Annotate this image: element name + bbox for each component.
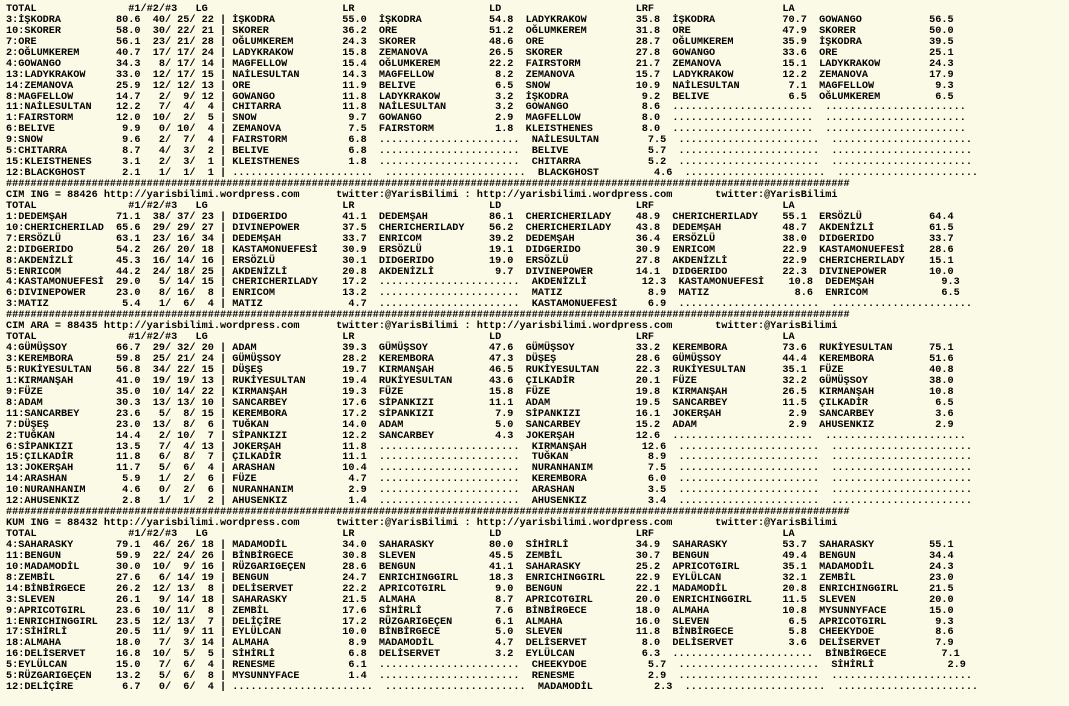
text-line: TOTAL #1/#2/#3 LG LR LD LRF LA	[6, 529, 795, 540]
text-line: 15:ÇILKADİR 11.8 6/ 8/ 7 | ÇILKADİR 11.1 ....................... TUĞKAN 8.9 ....................... .......................	[6, 452, 972, 464]
text-line: 4:SAHARASKY 79.1 46/ 26/ 18 | MADAMODİL 34.0 SAHARASKY 80.0 SİHİRLİ 34.9 SAHARASKY 53.7 SAHARASKY 55.1	[6, 539, 954, 551]
text-line: 10:SKORER 58.0 30/ 22/ 21 | SKORER 36.2 ORE 51.2 OĞLUMKEREM 31.8 ORE 47.9 SKORER 50.0	[6, 25, 954, 37]
text-line: 2:TUĞKAN 14.4 2/ 10/ 7 | SİPANKIZI 12.2 SANCARBEY 4.3 JOKERŞAH 12.6 ....................... .......................	[6, 430, 966, 442]
text-line: 3:İŞKODRA 80.6 40/ 25/ 22 | İŞKODRA 55.0 İŞKODRA 54.8 LADYKRAKOW 35.8 İŞKODRA 70.7 GOWANGO 56.5	[6, 14, 954, 26]
text-line: 1:DEDEMŞAH 71.1 38/ 37/ 23 | DIDGERIDO 41.1 DEDEMŞAH 86.1 CHERICHERILADY 48.9 CHERICHERILADY 55.1 ERSÖZLÜ 64.4	[6, 211, 954, 223]
text-line: 9:APRICOTGIRL 23.6 10/ 11/ 8 | ZEMBİL 17.6 SİHİRLİ 7.6 BİNBİRGECE 18.0 ALMAHA 10.8 MYSUNNYFACE 15.0	[6, 605, 954, 617]
text-line: 6:DIVINEPOWER 23.0 8/ 16/ 8 | ENRICOM 13.2 ....................... MATIZ 8.9 MATIZ 8.6 ENRICOM 6.5	[6, 288, 960, 300]
text-line: TOTAL #1/#2/#3 LG LR LD LRF LA	[6, 4, 795, 15]
text-line: 12:DELİÇİRE 6.7 0/ 6/ 4 | ....................... ....................... MADAMODİL 2.3 ....................... .......................	[6, 682, 979, 694]
text-line: 11:BENGUN 59.9 22/ 24/ 26 | BİNBİRGECE 30.8 SLEVEN 45.5 ZEMBİL 30.7 BENGUN 49.4 BENGUN 34.4	[6, 550, 954, 562]
text-line: 10:MADAMODİL 30.0 10/ 9/ 16 | RÜZGARIGEÇEN 28.6 BENGUN 41.1 SAHARASKY 25.2 APRICOTGIRL 35.1 MADAMODİL 24.3	[6, 561, 954, 573]
text-line: 7:ORE 56.1 23/ 21/ 28 | OĞLUMKEREM 24.3 SKORER 48.6 ORE 28.7 OĞLUMKEREM 35.9 İŞKODRA 39.5	[6, 36, 954, 48]
text-line: 11:NAİLESULTAN 12.2 7/ 4/ 4 | CHITARRA 11.8 NAİLESULTAN 3.2 GOWANGO 8.6 ....................... .......................	[6, 102, 966, 114]
text-line: 4:GOWANGO 34.3 8/ 17/ 14 | MAGFELLOW 15.4 OĞLUMKEREM 22.2 FAIRSTORM 21.7 ZEMANOVA 15.1 LADYKRAKOW 24.3	[6, 58, 954, 70]
text-line: 4:GÜMÜŞSOY 66.7 29/ 32/ 20 | ADAM 39.3 GÜMÜŞSOY 47.6 GÜMÜŞSOY 33.2 KEREMBORA 73.6 RUKİYESULTAN 75.1	[6, 343, 954, 355]
text-line: 5:RÜZGARIGEÇEN 13.2 5/ 6/ 8 | MYSUNNYFACE 1.4 ....................... RENESME 2.9 ....................... .......................	[6, 671, 972, 683]
text-line: 9:FÜZE 35.0 10/ 14/ 22 | KIRMANŞAH 19.3 FÜZE 15.8 FÜZE 19.8 KIRMANŞAH 26.5 KIRMANŞAH 10.8	[6, 386, 954, 398]
text-line: TOTAL #1/#2/#3 LG LR LD LRF LA	[6, 200, 795, 212]
text-line: 1:ENRICHINGGIRL 23.5 12/ 13/ 7 | DELİÇİRE 17.2 RÜZGARIGEÇEN 6.1 ALMAHA 16.0 SLEVEN 6.5 APRICOTGIRL 9.3	[6, 616, 954, 628]
text-line: 7:DÜŞEŞ 23.0 13/ 8/ 6 | TUĞKAN 14.0 ADAM 5.0 SANCARBEY 15.2 ADAM 2.9 AHUSENKIZ 2.9	[6, 419, 954, 431]
text-line: 3:KEREMBORA 59.8 25/ 21/ 24 | GÜMÜŞSOY 28.2 KEREMBORA 47.3 DÜŞEŞ 28.6 GÜMÜŞSOY 44.4 KEREMBORA 51.6	[6, 354, 954, 365]
text-line: 13:JOKERŞAH 11.7 5/ 6/ 4 | ARASHAN 10.4 ....................... NURANHANIM 7.5 ....................... .......................	[6, 463, 972, 475]
text-line: 8:AKDENİZLİ 45.3 16/ 14/ 16 | ERSÖZLÜ 30.1 DIDGERIDO 19.0 ERSÖZLÜ 27.8 AKDENİZLİ 22.9 CHERICHERILADY 15.1	[6, 255, 954, 267]
text-line: 14:BİNBİRGECE 26.2 12/ 13/ 8 | DELİSERVET 22.2 APRICOTGIRL 9.0 BENGUN 22.1 MADAMODİL 20.8 ENRICHINGGIRL 21.5	[6, 583, 954, 595]
text-line: CIM ARA = 88435 http://yarisbilimi.wordpress.com twitter:@YarisBilimi : http://yarisbilimi.wordpress.com twitter:@YarisBilimi	[6, 321, 838, 333]
text-line: 7:ERSÖZLÜ 63.1 23/ 16/ 34 | DEDEMŞAH 33.7 ENRICOM 39.2 DEDEMŞAH 36.4 ERSÖZLÜ 38.0 DIDGERIDO 33.7	[6, 233, 954, 245]
text-line: 9:SNOW 9.6 2/ 7/ 4 | FAIRSTORM 6.8 ....................... NAİLESULTAN 7.5 ....................... .......................	[6, 135, 972, 147]
text-line: KUM ING = 88432 http://yarisbilimi.wordpress.com twitter:@YarisBilimi : http://yarisbilimi.wordpress.com twitter:@YarisBilimi	[6, 518, 838, 530]
text-line: 2:DIDGERIDO 54.2 26/ 20/ 18 | KASTAMONUEFESİ 30.9 ERSÖZLÜ 19.1 DIDGERIDO 30.9 ENRICOM 22.9 KASTAMONUEFESİ 28.6	[6, 244, 954, 256]
text-line: 11:SANCARBEY 23.6 5/ 8/ 15 | KEREMBORA 17.2 SİPANKIZI 7.9 SİPANKIZI 16.1 JOKERŞAH 2.9 SANCARBEY 3.6	[6, 408, 954, 420]
text-line: 18:ALMAHA 18.0 7/ 3/ 14 | ALMAHA 8.9 MADAMODİL 4.7 DELİSERVET 8.0 DELİSERVET 3.6 DELİSERVET 7.9	[6, 638, 954, 650]
text-line: 13:LADYKRAKOW 33.0 12/ 17/ 15 | NAİLESULTAN 14.3 MAGFELLOW 8.2 ZEMANOVA 15.7 LADYKRAKOW 12.2 ZEMANOVA 17.9	[6, 69, 954, 81]
text-line: 6:SİPANKIZI 13.5 7/ 4/ 13 | JOKERŞAH 11.8 ....................... KIRMANŞAH 12.6 ....................... .......................	[6, 441, 972, 453]
text-line: 2:OĞLUMKEREM 40.7 17/ 17/ 24 | LADYKRAKOW 15.8 ZEMANOVA 26.5 SKORER 27.8 GOWANGO 33.6 ORE 25.1	[6, 47, 954, 59]
text-line: 5:EYLÜLCAN 15.0 7/ 6/ 4 | RENESME 6.1 ....................... CHEEKYDOE 5.7 ....................... SİHİRLİ 2.9	[6, 660, 966, 672]
text-line: 10:CHERICHERILAD 65.6 29/ 29/ 27 | DIVINEPOWER 37.5 CHERICHERILADY 56.2 CHERICHERILADY 43.8 DEDEMŞAH 48.7 AKDENİZLİ 61.5	[6, 222, 954, 234]
text-line: 6:BELIVE 9.9 0/ 10/ 4 | ZEMANOVA 7.5 FAIRSTORM 1.8 KLEISTHENES 8.0 ....................... .......................	[6, 124, 966, 136]
text-line: ##########################################################################################################################################	[6, 310, 850, 322]
text-line: 1:FAIRSTORM 12.0 10/ 2/ 5 | SNOW 9.7 GOWANGO 2.9 MAGFELLOW 8.0 ....................... .......................	[6, 113, 966, 125]
text-line: 1:KIRMANŞAH 41.0 19/ 19/ 13 | RUKİYESULTAN 19.4 RUKİYESULTAN 43.6 ÇILKADİR 20.1 FÜZE 32.2 GÜMÜŞSOY 38.0	[6, 375, 954, 387]
text-line: 16:DELİSERVET 16.8 10/ 5/ 5 | SİHİRLİ 6.8 DELİSERVET 3.2 EYLÜLCAN 6.3 ....................... BİNBİRGECE 7.1	[6, 649, 960, 661]
text-line: 8:MAGFELLOW 14.7 2/ 9/ 12 | GOWANGO 11.8 LADYKRAKOW 3.2 İŞKODRA 9.2 BELIVE 6.5 OĞLUMKEREM 6.5	[6, 91, 954, 103]
text-line: 4:KASTAMONUEFESİ 29.0 5/ 14/ 15 | CHERICHERILADY 17.2 ....................... AKDENİZLİ 12.3 KASTAMONUEFESİ 10.8 DEDEMŞAH 9.3	[6, 277, 960, 289]
text-line: CIM ING = 88426 http://yarisbilimi.wordpress.com twitter:@YarisBilimi : http://yarisbilimi.wordpress.com twitter:@YarisBilimi	[6, 189, 838, 201]
text-line: 3:SLEVEN 26.1 9/ 14/ 18 | SAHARASKY 21.5 ALMAHA 8.7 APRICOTGIRL 20.0 ENRICHINGGIRL 11.5 SLEVEN 20.0	[6, 594, 954, 606]
text-line: 8:ADAM 30.3 13/ 13/ 10 | SANCARBEY 17.6 SİPANKIZI 11.1 ADAM 19.5 SANCARBEY 11.5 ÇILKADİR 6.5	[6, 397, 954, 409]
text-line: TOTAL #1/#2/#3 LG LR LD LRF LA	[6, 332, 795, 344]
text-line: 5:CHITARRA 8.7 4/ 3/ 2 | BELIVE 6.8 ....................... BELIVE 5.7 ....................... .......................	[6, 146, 972, 158]
text-line: 3:MATIZ 5.4 1/ 6/ 4 | MATIZ 4.7 ....................... KASTAMONUEFESİ 6.9 ....................... .......................	[6, 299, 972, 311]
text-line: 5:ENRICOM 44.2 24/ 18/ 25 | AKDENİZLİ 20.8 AKDENİZLİ 9.7 DIVINEPOWER 14.1 DIDGERIDO 22.3 DIVINEPOWER 10.0	[6, 266, 954, 278]
text-line: 15:KLEISTHENES 3.1 2/ 3/ 1 | KLEISTHENES 1.8 ....................... CHITARRA 5.2 ....................... .......................	[6, 157, 972, 169]
text-line: 12:BLACKGHOST 2.1 1/ 1/ 1 | ....................... ....................... BLACKGHOST 4.6 ....................... .......................	[6, 168, 979, 180]
text-line: ##########################################################################################################################################	[6, 179, 850, 190]
text-line: 5:RUKİYESULTAN 56.8 34/ 22/ 15 | DÜŞEŞ 19.7 KIRMANŞAH 46.5 RUKİYESULTAN 22.3 RUKİYESULTAN 35.1 FÜZE 40.8	[6, 364, 954, 376]
text-line: 12:AHUSENKIZ 2.8 1/ 1/ 2 | AHUSENKIZ 1.4 ....................... AHUSENKIZ 3.4 ....................... .......................	[6, 496, 972, 508]
text-line: 14:ZEMANOVA 25.9 12/ 12/ 13 | ORE 11.9 BELIVE 6.5 SNOW 10.9 NAİLESULTAN 7.1 MAGFELLOW 9.3	[6, 80, 954, 92]
text-line: 8:ZEMBİL 27.6 6/ 14/ 19 | BENGUN 24.7 ENRICHINGGIRL 18.3 ENRICHINGGIRL 22.9 EYLÜLCAN 32.1 ZEMBİL 23.0	[6, 572, 954, 584]
text-line: 17:SİHİRLİ 20.5 11/ 9/ 11 | EYLÜLCAN 10.0 BİNBİRGECE 5.0 SLEVEN 11.8 BİNBİRGECE 5.8 CHEEKYDOE 8.6	[6, 627, 954, 639]
text-line: ##########################################################################################################################################	[6, 507, 850, 519]
text-line: 14:ARASHAN 5.9 1/ 2/ 6 | FÜZE 4.7 ....................... KEREMBORA 6.0 ....................... .......................	[6, 474, 972, 486]
text-line: 10:NURANHANIM 4.6 0/ 2/ 6 | NURANHANIM 2.9 ....................... ARASHAN 3.5 ....................... .......................	[6, 485, 972, 497]
